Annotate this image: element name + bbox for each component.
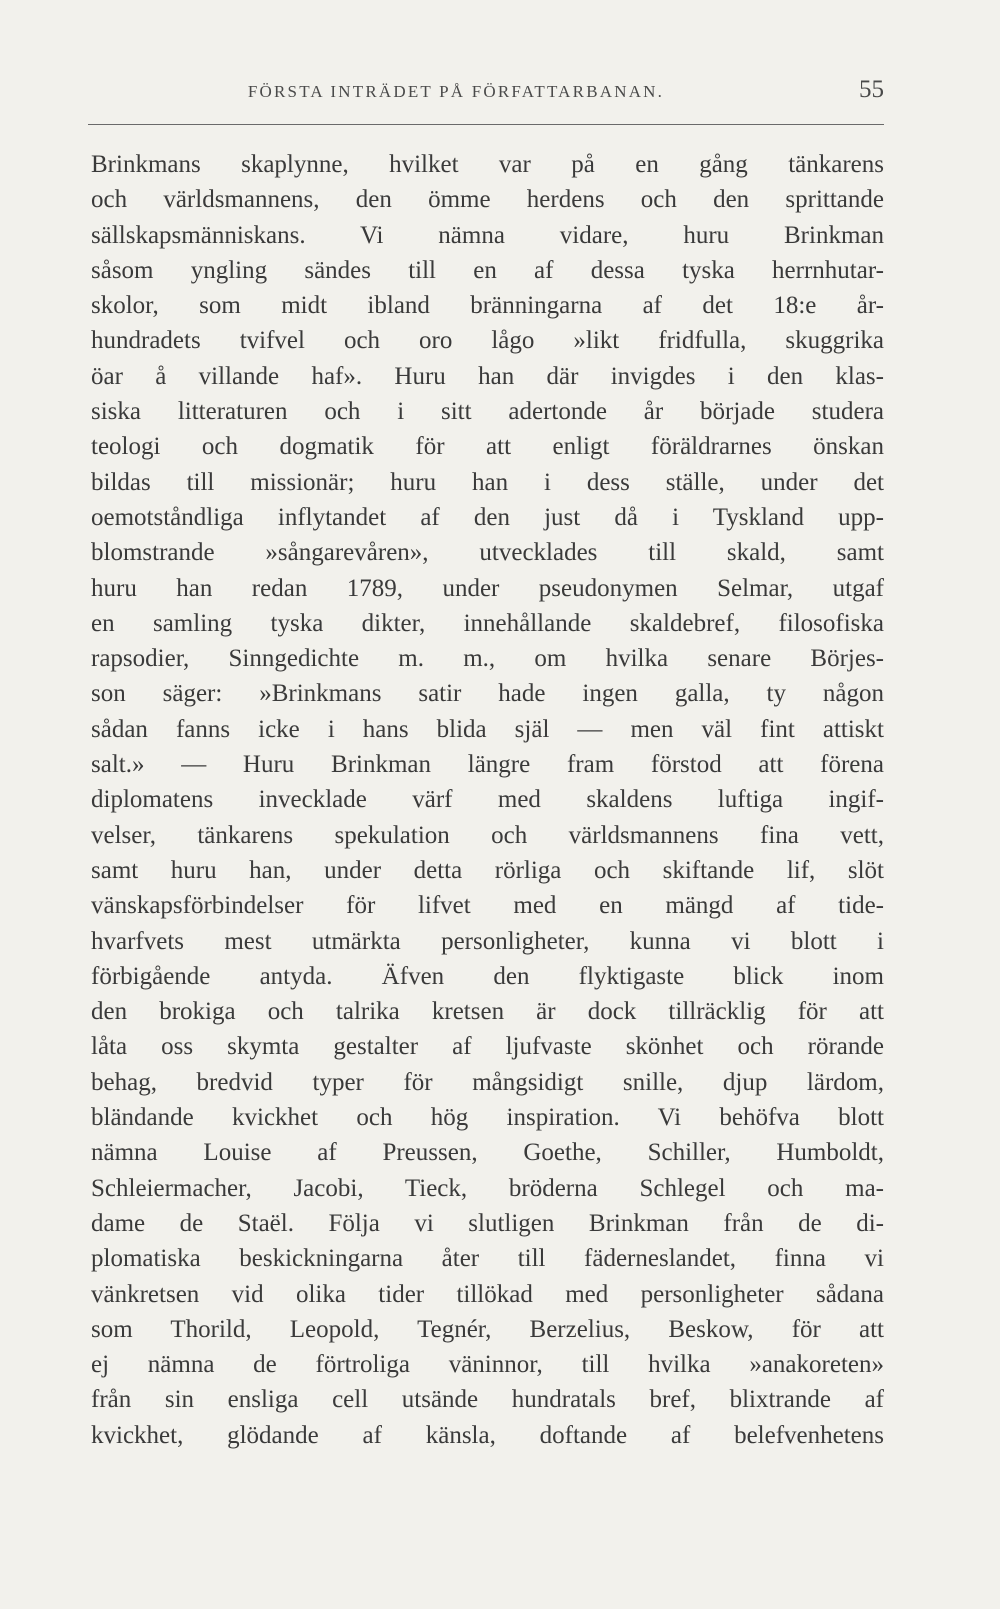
running-title: FÖRSTA INTRÄDET PÅ FÖRFATTARBANAN. bbox=[247, 82, 665, 101]
text-line: skolor, som midt ibland bränningarna af det 18:e år- bbox=[91, 292, 884, 320]
text-line: teologi och dogmatik för att enligt föräldrarnes önskan bbox=[91, 433, 884, 461]
text-line: samt huru han, under detta rörliga och skiftande lif, slöt bbox=[91, 856, 884, 884]
text-line: en samling tyska dikter, innehållande skaldebref, filosofiska bbox=[91, 609, 884, 637]
text-line: kvickhet, glödande af känsla, doftande af belefvenhetens bbox=[91, 1421, 884, 1449]
header-rule bbox=[88, 124, 884, 125]
text-line: från sin ensliga cell utsände hundratals bref, blixtrande af bbox=[91, 1386, 884, 1414]
text-line: nämna Louise af Preussen, Goethe, Schiller, Humboldt, bbox=[91, 1139, 884, 1167]
text-line: den brokiga och talrika kretsen är dock tillräcklig för att bbox=[91, 998, 884, 1026]
text-line: blomstrande »sångarevåren», utvecklades till skald, samt bbox=[91, 539, 884, 567]
text-line: diplomatens invecklade värf med skaldens luftiga ingif- bbox=[91, 786, 884, 814]
text-line: sällskapsmänniskans. Vi nämna vidare, huru Brinkman bbox=[91, 221, 884, 249]
text-line: sådan fanns icke i hans blida själ — men väl fint attiskt bbox=[91, 715, 884, 743]
text-line: bländande kvickhet och hög inspiration. Vi behöfva blott bbox=[91, 1104, 884, 1132]
text-line: som Thorild, Leopold, Tegnér, Berzelius, Beskow, för att bbox=[91, 1315, 884, 1343]
text-line: öar å villande haf». Huru han där invigdes i den klas- bbox=[91, 362, 884, 390]
text-line: dame de Staël. Följa vi slutligen Brinkman från de di- bbox=[91, 1209, 884, 1237]
body-text bbox=[91, 147, 884, 1453]
text-line: bildas till missionär; huru han i dess ställe, under det bbox=[91, 468, 884, 496]
text-line: velser, tänkarens spekulation och världsmannens fina vett, bbox=[91, 821, 884, 849]
text-line: Schleiermacher, Jacobi, Tieck, bröderna Schlegel och ma- bbox=[91, 1174, 884, 1202]
text-line: såsom yngling sändes till en af dessa tyska herrnhutar- bbox=[91, 256, 884, 284]
text-line: hvarfvets mest utmärkta personligheter, kunna vi blott i bbox=[91, 927, 884, 955]
text-line: huru han redan 1789, under pseudonymen Selmar, utgaf bbox=[91, 574, 884, 602]
text-line: rapsodier, Sinngedichte m. m., om hvilka senare Börjes- bbox=[91, 645, 884, 673]
text-line: förbigående antyda. Äfven den flyktigaste blick inom bbox=[91, 962, 884, 990]
text-line: vänskapsförbindelser för lifvet med en mängd af tide- bbox=[91, 892, 884, 920]
text-line: siska litteraturen och i sitt adertonde år började studera bbox=[91, 398, 884, 426]
text-line: och världsmannens, den ömme herdens och den sprittande bbox=[91, 186, 884, 214]
text-line: salt.» — Huru Brinkman längre fram förstod att förena bbox=[91, 751, 884, 779]
text-line: son säger: »Brinkmans satir hade ingen galla, ty någon bbox=[91, 680, 884, 708]
page-number: 55 bbox=[859, 76, 884, 103]
text-line: ej nämna de förtroliga väninnor, till hvilka »anakoreten» bbox=[91, 1351, 884, 1379]
text-line: Brinkmans skaplynne, hvilket var på en gång tänkarens bbox=[91, 151, 884, 178]
text-line: vänkretsen vid olika tider tillökad med personligheter sådana bbox=[91, 1280, 884, 1308]
text-line: plomatiska beskickningarna åter till fäderneslandet, finna vi bbox=[91, 1245, 884, 1273]
text-line: oemotståndliga inflytandet af den just då i Tyskland upp- bbox=[91, 503, 884, 531]
text-line: hundradets tvifvel och oro lågo »likt fridfulla, skuggrika bbox=[91, 327, 884, 355]
text-line: låta oss skymta gestalter af ljufvaste skönhet och rörande bbox=[91, 1033, 884, 1061]
text-line: behag, bredvid typer för mångsidigt snille, djup lärdom, bbox=[91, 1068, 884, 1096]
page-header bbox=[88, 76, 884, 116]
